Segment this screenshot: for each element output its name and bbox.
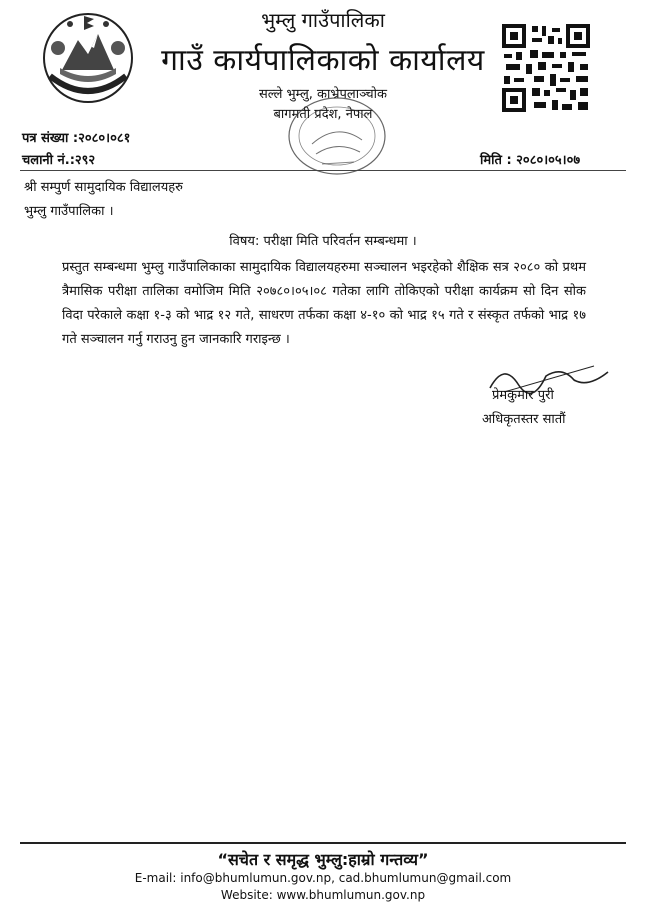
recipient-line-1: श्री सम्पुर्ण सामुदायिक विद्यालयहरु <box>24 180 183 195</box>
footer-contact: E-mail: info@bhumlumun.gov.np, cad.bhumlumun@gmail.com <box>134 871 512 885</box>
header-divider <box>20 170 626 171</box>
dispatch-number: चलानी नं.:२९२ <box>22 153 96 168</box>
letter-body: प्रस्तुत सम्बन्धमा भुम्लु गाउँपालिकाका सामुदायिक विद्यालयहरुमा सञ्चालन भइरहेको शैक्षिक सत्र २०८० को प्रथम त्रैमासिक परीक्षा तालिका वमोजिम मिति २०७८०।०५।०८ गतेका लागि तोकिएको परीक्षा कार्यक्रम सो दिन सोक विदा परेकाले कक्षा १-३ को भाद्र १२ गते, साधरण तर्फका कक्षा ४-१० को भाद्र १५ गते र संस्कृत तर्फको भाद्र १७ गते सञ्चालन गर्नु गराउनु हुन जानकारि गराइन्छ । <box>62 260 586 347</box>
recipient-line-2: भुम्लु गाउँपालिका । <box>24 204 114 219</box>
address-line-1: सल्ले भुम्लु, काभ्रेपलाञ्चोक <box>258 87 388 102</box>
letter-number: पत्र संख्या :२०८०।०८१ <box>22 131 131 146</box>
address-line-2: बागमती प्रदेश, नेपाल <box>273 107 373 122</box>
municipality-name: भुम्लु गाउँपालिका <box>261 8 385 32</box>
footer-divider <box>20 842 626 844</box>
signatory-name: प्रेमकुमार पुरी <box>492 388 554 403</box>
footer-website: Website: www.bhumlumun.gov.np <box>220 888 426 902</box>
office-name: गाउँ कार्यपालिकाको कार्यालय <box>161 43 485 78</box>
office-seal-stamp <box>282 92 392 180</box>
letter-subject: विषय: परीक्षा मिति परिवर्तन सम्बन्धमा । <box>229 234 417 249</box>
letter-date: मिति : २०८०।०५।०७ <box>480 153 581 168</box>
footer-slogan: “सचेत र समृद्ध भुम्लु:हाम्रो गन्तव्य” <box>217 850 429 869</box>
signatory-position: अधिकृतस्तर सातौं <box>482 412 566 427</box>
